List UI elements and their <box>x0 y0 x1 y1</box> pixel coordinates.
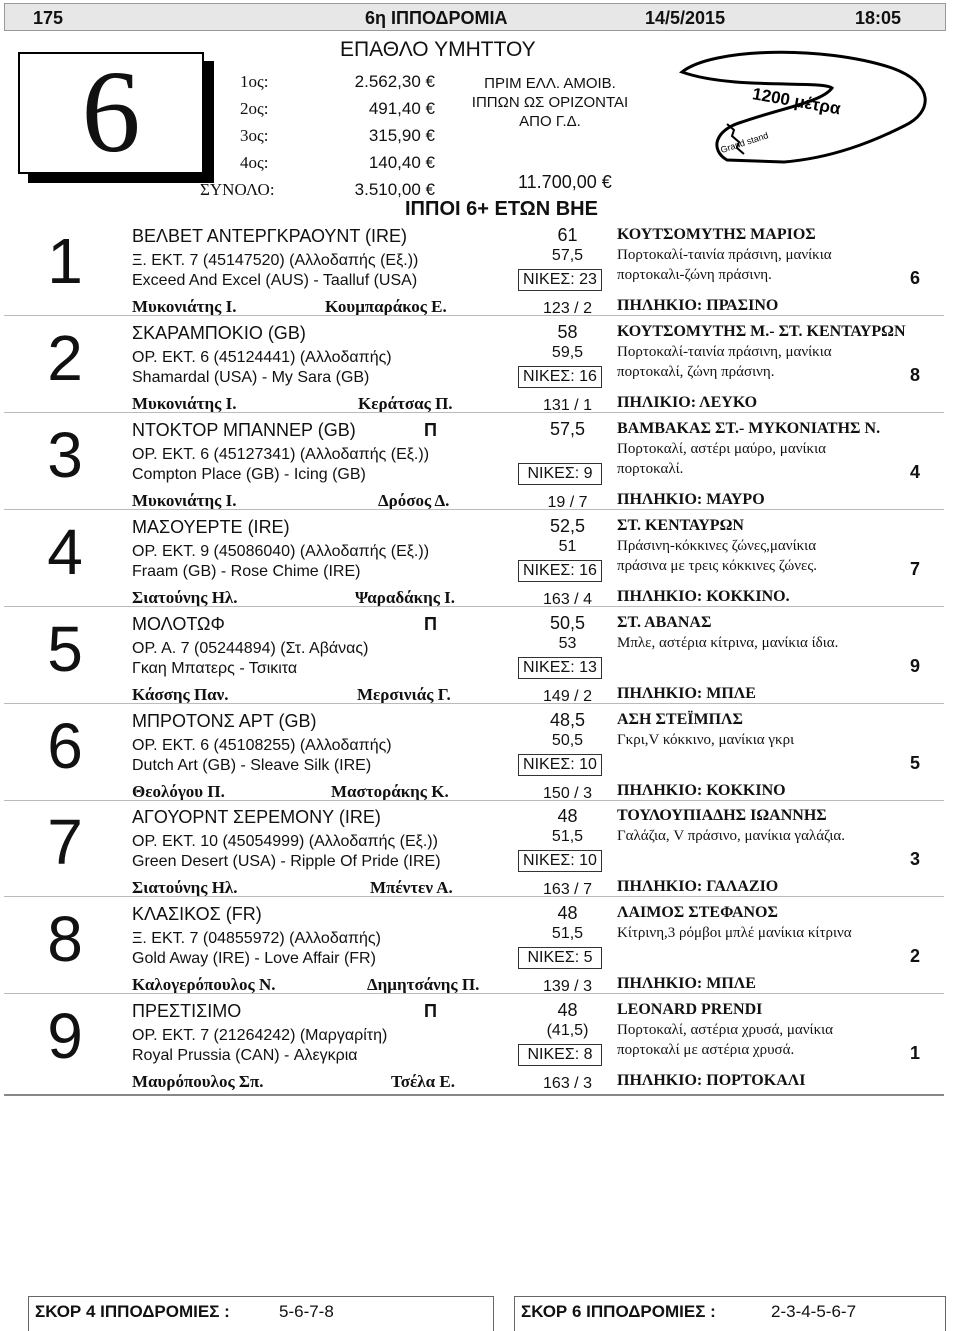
colors-line: Μπλε, αστέρια κίτρινα, μανίκια ίδια. <box>617 634 839 651</box>
bonus-note <box>440 74 660 131</box>
silk-color: ΠΗΛΗΚΙΟ: ΜΑΥΡΟ <box>617 490 765 508</box>
post-position: 4 <box>910 461 921 482</box>
horse-record: 123 / 2 <box>543 300 592 317</box>
horse-wins: ΝΙΚΕΣ: 16 <box>518 366 602 388</box>
owner-name: ΚΟΥΤΣΟΜΥΤΗΣ ΜΑΡΙΟΣ <box>617 226 816 243</box>
post-position: 3 <box>910 849 921 870</box>
silk-color: ΠΗΛΗΚΙΟ: ΜΠΛΕ <box>617 975 756 993</box>
horse-pedigree: Gold Away (IRE) - Love Affair (FR) <box>132 950 376 968</box>
horse-record: 163 / 4 <box>543 590 592 608</box>
horse-info: ΟΡ. Α. 7 (05244894) (Στ. Αβάνας) <box>132 639 369 657</box>
colors-line: πορτοκαλί. <box>617 460 684 477</box>
horse-entry <box>0 900 960 996</box>
horse-weight-secondary: (41,5) <box>546 1022 589 1040</box>
prize-amount: 140,40 € <box>368 153 435 172</box>
bonus-line: ΙΠΠΩΝ ΩΣ ΟΡΙΖΟΝΤΑΙ <box>471 94 629 111</box>
horse-pedigree: Royal Prussia (CAN) - Αλεγκρια <box>132 1047 358 1065</box>
prize-amount: 3.510,00 € <box>354 180 435 199</box>
horse-pedigree: Γκαη Μπατερς - Τσικιτα <box>132 659 298 677</box>
jockey-name: Μαυρόπουλος Σπ. <box>132 1072 264 1092</box>
horse-info: ΟΡ. ΕΚΤ. 6 (45127341) (Αλλοδαπής (Εξ.)) <box>132 445 430 463</box>
horse-record: 163 / 7 <box>543 881 592 899</box>
silk-color: ΠΗΛΗΚΙΟ: ΚΟΚΚΙΝΟ. <box>617 587 790 605</box>
race-time: 18:05 <box>855 8 902 28</box>
post-position: 1 <box>910 1043 921 1064</box>
horse-name: ΠΡΕΣΤΙΣΙΜΟ <box>132 1001 242 1022</box>
owner-name: ΚΟΥΤΣΟΜΥΤΗΣ Μ.- ΣΤ. ΚΕΝΤΑΥΡΩΝ <box>617 322 906 340</box>
bonus-total: 11.700,00 € <box>518 172 612 192</box>
colors-line: Πορτοκαλί, αστέρια χρυσά, μανίκια <box>617 1022 834 1039</box>
horse-name: ΜΟΛΟΤΩΦ <box>132 613 225 634</box>
horse-weight-secondary: 53 <box>558 634 577 652</box>
horse-weight: 58 <box>557 321 578 342</box>
horse-number: 1 <box>47 225 83 297</box>
colors-line: Κίτρινη,3 ρόμβοι μπλέ μανίκια κίτρινα <box>617 925 852 942</box>
horse-entry <box>0 707 960 803</box>
trainer-name: Κεράτσας Π. <box>358 393 453 413</box>
list-bottom-rule <box>4 1094 944 1096</box>
horse-pedigree: Dutch Art (GB) - Sleave Silk (IRE) <box>132 756 372 774</box>
horse-info: ΟΡ. ΕΚΤ. 7 (21264242) (Μαργαρίτη) <box>132 1027 388 1045</box>
horse-info: ΟΡ. ΕΚΤ. 6 (45124441) (Αλλοδαπής) <box>132 348 392 366</box>
horse-weight: 50,5 <box>549 612 586 633</box>
colors-line: Πορτοκαλί-ταινία πράσινη, μανίκια <box>617 247 832 263</box>
horse-number: 6 <box>47 709 83 782</box>
jockey-name: Καλογερόπουλος Ν. <box>132 975 276 995</box>
post-position: 9 <box>910 655 921 676</box>
horse-name: ΒΕΛΒΕΤ ΑΝΤΕΡΓΚΡΑΟΥΝΤ (IRE) <box>132 226 408 246</box>
horse-weight: 52,5 <box>549 515 586 536</box>
owner-name: ΣΤ. ΚΕΝΤΑΥΡΩΝ <box>617 516 744 534</box>
trainer-name: Κουμπαράκος Ε. <box>325 297 447 316</box>
row-separator <box>4 412 944 413</box>
score4-value: 5-6-7-8 <box>279 1302 334 1321</box>
horse-weight-secondary: 51,5 <box>551 828 584 846</box>
horse-weight-secondary: 51,5 <box>551 925 584 943</box>
race-title: ΕΠΑΘΛΟ ΥΜΗΤΤΟΥ <box>340 38 536 61</box>
horse-number: 8 <box>47 903 83 976</box>
prize-place: 2ος: <box>240 99 269 118</box>
silk-color: ΠΗΛΗΚΙΟ: ΠΡΑΣΙΝΟ <box>617 297 779 314</box>
bonus-line: ΑΠΟ Γ.Δ. <box>519 113 581 130</box>
silk-color: ΠΗΛΙΚΙΟ: ΛΕΥΚΟ <box>617 393 758 411</box>
race-conditions: ΙΠΠΟΙ 6+ ΕΤΩΝ ΒΗΕ <box>405 198 598 220</box>
horse-number: 4 <box>47 515 83 588</box>
trainer-name: Τσέλα Ε. <box>391 1072 455 1092</box>
horse-name: ΜΠΡΟΤΟΝΣ ΑΡΤ (GB) <box>132 710 317 731</box>
horse-flag: Π <box>424 613 437 634</box>
distance-label: 1200 μέτρα <box>750 84 842 119</box>
horse-entry <box>0 222 960 318</box>
race-number-box <box>18 46 204 177</box>
horse-weight-secondary: 59,5 <box>551 343 584 361</box>
race-date: 14/5/2015 <box>645 8 726 28</box>
horse-pedigree: Shamardal (USA) - My Sara (GB) <box>132 368 370 386</box>
horse-weight-secondary: 51 <box>558 537 577 555</box>
horse-record: 131 / 1 <box>543 396 592 414</box>
colors-line: Γκρι,V κόκκινο, μανίκια γκρι <box>617 731 795 748</box>
score6-box <box>514 1296 946 1331</box>
owner-name: ΤΟΥΛΟΥΠΙΑΔΗΣ ΙΩΑΝΝΗΣ <box>617 807 827 825</box>
horse-number: 9 <box>47 1000 83 1073</box>
jockey-name: Μυκονιάτης Ι. <box>132 393 237 413</box>
silk-color: ΠΗΛΗΚΙΟ: ΠΟΡΤΟΚΑΛΙ <box>617 1072 806 1090</box>
horse-name: ΜΑΣΟΥΕΡΤΕ (IRE) <box>132 516 290 537</box>
horse-entry <box>0 416 960 512</box>
trainer-name: Μερσινιάς Γ. <box>357 684 451 704</box>
trainer-name: Μπέντεν Α. <box>370 878 453 898</box>
horse-entry <box>0 997 960 1093</box>
prize-place: 1ος: <box>240 72 269 91</box>
track-diagram <box>672 40 942 170</box>
row-separator <box>4 315 944 316</box>
horse-wins: ΝΙΚΕΣ: 5 <box>518 947 602 969</box>
horse-weight: 61 <box>557 225 578 245</box>
row-separator <box>4 800 944 801</box>
score6-label: ΣΚΟΡ 6 ΙΠΠΟΔΡΟΜΙΕΣ : <box>521 1302 716 1321</box>
horse-weight: 48 <box>557 806 578 827</box>
jockey-name: Σιατούνης Ηλ. <box>132 587 238 607</box>
horse-weight: 57,5 <box>549 418 586 439</box>
prize-place: ΣΥΝΟΛΟ: <box>200 180 275 199</box>
horse-wins: ΝΙΚΕΣ: 16 <box>518 560 602 582</box>
post-position: 7 <box>910 558 921 579</box>
row-separator <box>4 993 944 994</box>
horse-record: 19 / 7 <box>547 493 588 511</box>
horse-record: 149 / 2 <box>543 687 592 705</box>
horse-wins: ΝΙΚΕΣ: 10 <box>518 754 602 776</box>
horse-pedigree: Green Desert (USA) - Ripple Of Pride (IRE) <box>132 853 441 871</box>
silk-color: ΠΗΛΗΚΙΟ: ΜΠΛΕ <box>617 684 756 702</box>
colors-line: Πορτοκαλί-ταινία πράσινη, μανίκια <box>617 343 832 360</box>
colors-line: Πράσινη-κόκκινες ζώνες,μανίκια <box>617 537 817 554</box>
post-position: 8 <box>910 364 921 385</box>
bonus-line: ΠΡΙΜ ΕΛΛ. ΑΜΟΙΒ. <box>484 75 616 92</box>
owner-name: ΣΤ. ΑΒΑΝΑΣ <box>617 613 712 631</box>
trainer-name: Δρόσος Δ. <box>378 490 450 510</box>
owner-name: ΑΣΗ ΣΤΕΪΜΠΛΣ <box>617 710 743 728</box>
race-number: 6 <box>81 46 141 177</box>
horse-wins: ΝΙΚΕΣ: 23 <box>518 269 602 291</box>
horse-pedigree: Exceed And Excel (AUS) - Taalluf (USA) <box>132 272 418 289</box>
horse-weight: 48,5 <box>549 709 586 730</box>
score4-label: ΣΚΟΡ 4 ΙΠΠΟΔΡΟΜΙΕΣ : <box>35 1302 230 1321</box>
horse-pedigree: Compton Place (GB) - Icing (GB) <box>132 465 366 483</box>
horse-wins: ΝΙΚΕΣ: 8 <box>518 1044 602 1066</box>
jockey-name: Κάσσης Παν. <box>132 684 229 704</box>
horse-weight: 48 <box>557 903 578 924</box>
owner-name: ΛΑΙΜΟΣ ΣΤΕΦΑΝΟΣ <box>617 904 778 922</box>
grand-stand-label: Grand stand <box>719 130 770 156</box>
owner-name: ΒΑΜΒΑΚΑΣ ΣΤ.- ΜΥΚΟΝΙΑΤΗΣ Ν. <box>617 419 881 437</box>
horse-number: 5 <box>47 612 83 685</box>
horse-info: ΟΡ. ΕΚΤ. 10 (45054999) (Αλλοδαπής (Εξ.)) <box>132 833 438 851</box>
silk-color: ΠΗΛΗΚΙΟ: ΓΑΛΑΖΙΟ <box>617 878 779 896</box>
silk-color: ΠΗΛΗΚΙΟ: ΚΟΚΚΙΝΟ <box>617 781 786 799</box>
horse-number: 2 <box>47 321 83 394</box>
trainer-name: Ψαραδάκης Ι. <box>355 587 456 607</box>
header-bar <box>4 3 946 31</box>
horse-record: 150 / 3 <box>543 784 592 802</box>
horse-wins: ΝΙΚΕΣ: 13 <box>518 657 602 679</box>
jockey-name: Θεολόγου Π. <box>132 781 225 801</box>
horse-info: Ξ. ΕΚΤ. 7 (04855972) (Αλλοδαπής) <box>132 930 381 948</box>
horse-weight-secondary: 50,5 <box>551 731 584 749</box>
score4-box <box>28 1296 494 1331</box>
row-separator <box>4 606 944 607</box>
horse-entry <box>0 513 960 609</box>
horse-wins: ΝΙΚΕΣ: 9 <box>518 463 602 485</box>
post-position: 2 <box>910 946 921 967</box>
post-position: 5 <box>910 752 921 773</box>
horse-entry <box>0 319 960 415</box>
trainer-name: Δημητσάνης Π. <box>367 975 480 995</box>
horse-pedigree: Fraam (GB) - Rose Chime (IRE) <box>132 562 361 580</box>
horse-record: 139 / 3 <box>543 978 592 996</box>
horse-flag: Π <box>424 419 437 440</box>
jockey-name: Μυκονιάτης Ι. <box>132 490 237 510</box>
score6-value: 2-3-4-5-6-7 <box>771 1302 857 1321</box>
jockey-name: Σιατούνης Ηλ. <box>132 878 238 898</box>
horse-info: ΟΡ. ΕΚΤ. 6 (45108255) (Αλλοδαπής) <box>132 736 392 754</box>
jockey-name: Μυκονιάτης Ι. <box>132 297 237 316</box>
horse-weight: 48 <box>557 1000 578 1021</box>
horse-entry <box>0 803 960 899</box>
horse-name: ΝΤΟΚΤΟΡ ΜΠΑΝΝΕΡ (GB) <box>132 419 356 440</box>
horse-flag: Π <box>424 1001 437 1022</box>
horse-number: 7 <box>47 806 83 879</box>
horse-name: ΣΚΑΡΑΜΠΟΚΙΟ (GB) <box>132 322 306 343</box>
colors-line: πράσινα με τρεις κόκκινες ζώνες. <box>617 557 818 574</box>
trainer-name: Μαστοράκης Κ. <box>331 781 449 801</box>
colors-line: Πορτοκαλί, αστέρι μαύρο, μανίκια <box>617 440 826 457</box>
colors-line: Γαλάζια, V πράσινο, μανίκια γαλάζια. <box>617 828 846 845</box>
horse-name: ΑΓΟΥΟΡΝΤ ΣΕΡΕΜΟΝΥ (IRE) <box>132 807 381 828</box>
horse-entry <box>0 610 960 706</box>
prize-place: 3ος: <box>240 126 269 145</box>
post-position: 6 <box>910 268 921 288</box>
race-number-title: 6η ΙΠΠΟΔΡΟΜΙΑ <box>365 8 508 28</box>
horse-record: 163 / 3 <box>543 1075 592 1093</box>
owner-name: LEONARD PRENDI <box>617 1001 763 1019</box>
colors-line: πορτοκαλί με αστέρια χρυσά. <box>617 1042 795 1059</box>
colors-line: πορτοκαλί, ζώνη πράσινη. <box>617 363 775 380</box>
prize-amount: 491,40 € <box>368 99 435 118</box>
horse-name: ΚΛΑΣΙΚΟΣ (FR) <box>132 904 262 925</box>
horse-weight-secondary: 57,5 <box>551 247 584 264</box>
page-number: 175 <box>33 8 64 28</box>
horse-info: Ξ. ΕΚΤ. 7 (45147520) (Αλλοδαπής (Εξ.)) <box>132 252 419 269</box>
prize-amount: 315,90 € <box>368 126 435 145</box>
prize-amount: 2.562,30 € <box>354 72 435 91</box>
horse-wins: ΝΙΚΕΣ: 10 <box>518 850 602 872</box>
horse-number: 3 <box>47 418 83 491</box>
row-separator <box>4 509 944 510</box>
horse-info: ΟΡ. ΕΚΤ. 9 (45086040) (Αλλοδαπής (Εξ.)) <box>132 542 430 560</box>
row-separator <box>4 896 944 897</box>
colors-line: πορτοκαλι-ζώνη πράσινη. <box>617 267 772 283</box>
prize-place: 4ος: <box>240 153 269 172</box>
row-separator <box>4 703 944 704</box>
